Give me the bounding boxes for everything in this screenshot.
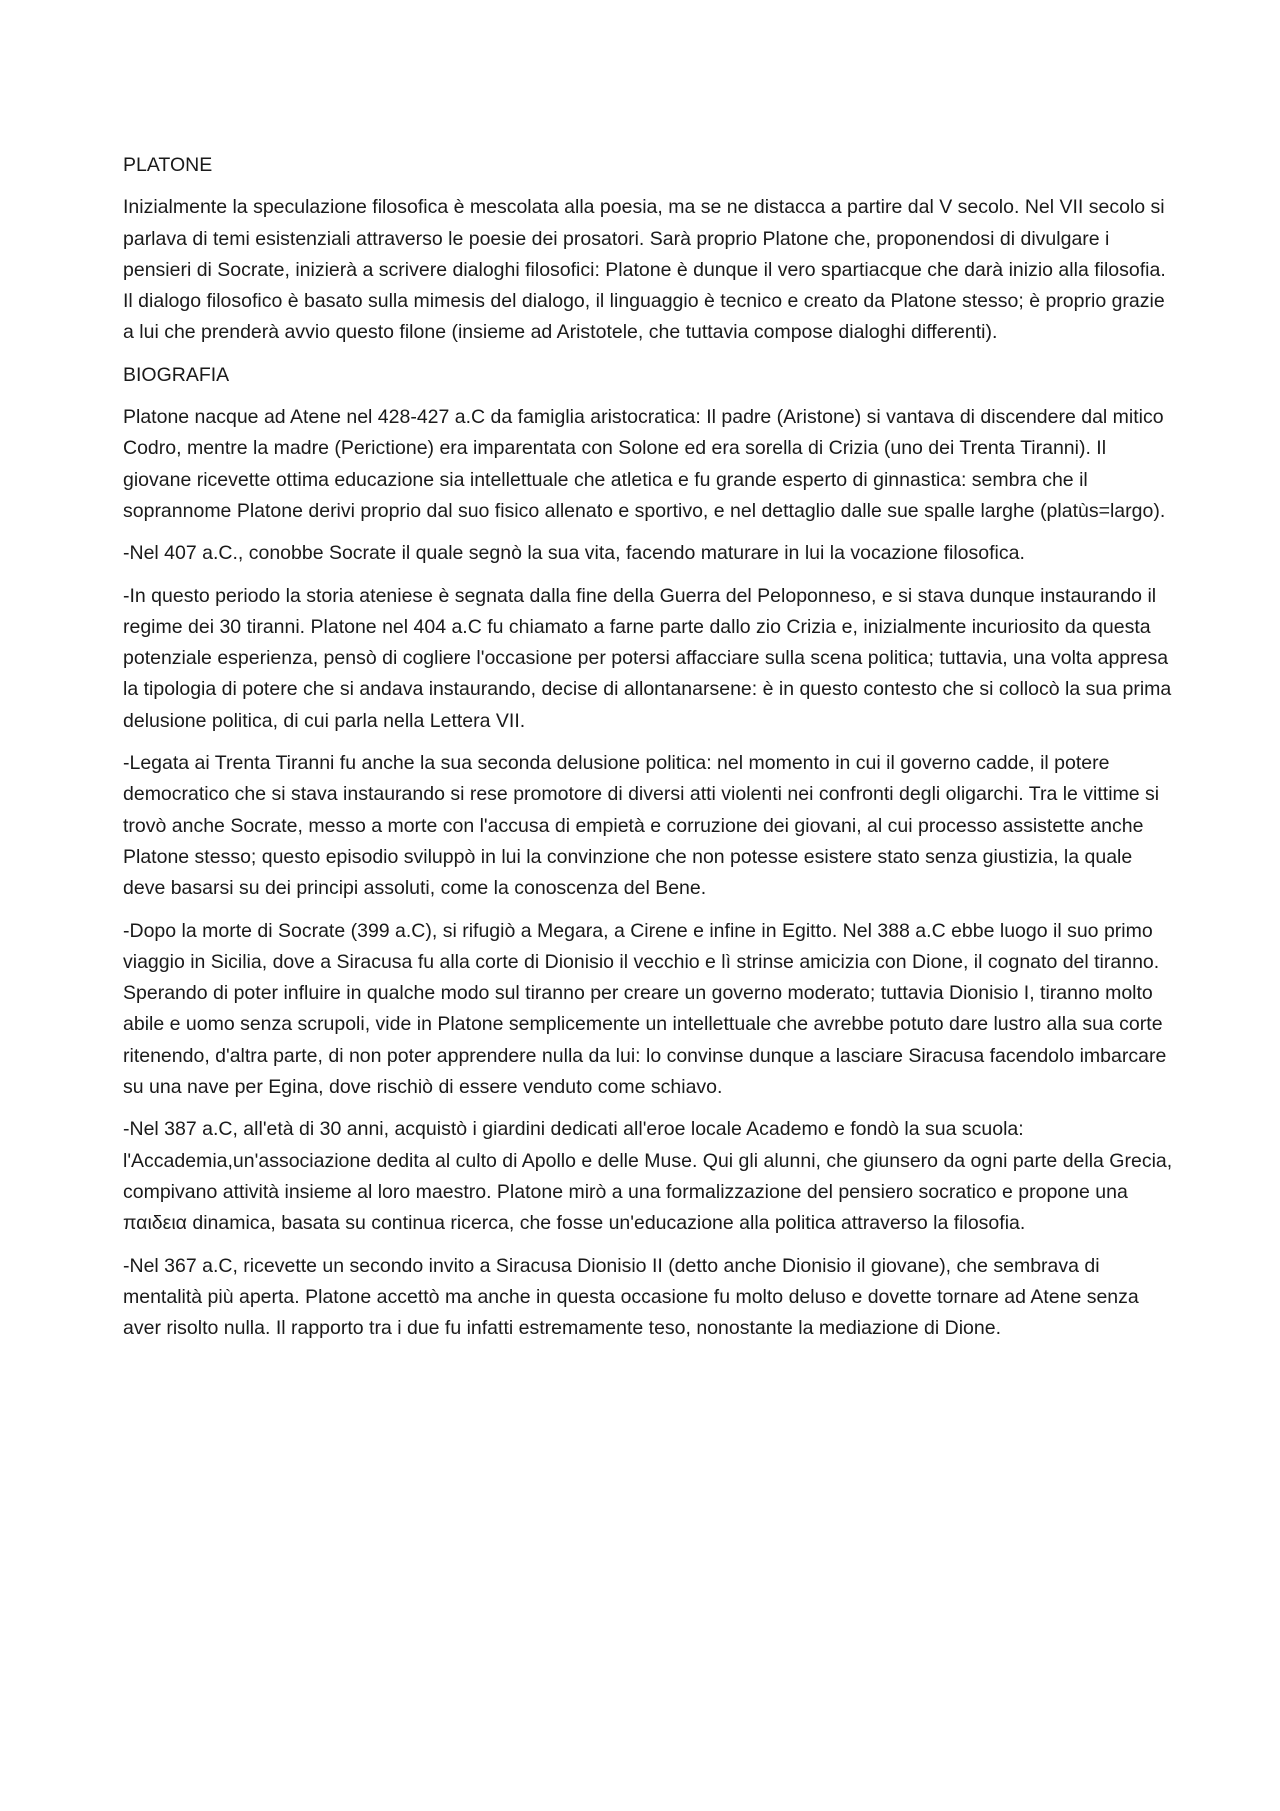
biography-paragraph: Platone nacque ad Atene nel 428-427 a.C da famiglia aristocratica: Il padre (Aristone) si vantava di discendere dal mitico Codro, mentre la madre (Perictione) era imparentata con Solone ed era sorella di Crizia (uno dei Trenta Tiranni). Il giovane ricevette ottima educazione sia intellettuale che atletica e fu grande esperto di ginnastica: sembra che il soprannome Platone derivi proprio dal suo fisico allenato e sportivo, e nel dettaglio dalle sue spalle larghe (platùs=largo). xyxy=(123,406,1166,522)
biography-paragraph: -In questo periodo la storia ateniese è segnata dalla fine della Guerra del Peloponneso, e si stava dunque instaurando il regime dei 30 tiranni. Platone nel 404 a.C fu chiamato a farne parte dallo zio Crizia e, inizialmente incuriosito da questa potenziale esperienza, pensò di cogliere l'occasione per potersi affacciare sulla scena politica; tuttavia, una volta appresa la tipologia di potere che si andava instaurando, decise di allontanarsene: è in questo contesto che si collocò la sua prima delusione politica, di cui parla nella Lettera VII. xyxy=(123,584,1172,732)
biography-paragraph: -Nel 367 a.C, ricevette un secondo invito a Siracusa Dionisio II (detto anche Dionisio il giovane), che sembrava di mentalità più aperta. Platone accettò ma anche in questa occasione fu molto deluso e dovette tornare ad Atene senza aver risolto nulla. Il rapporto tra i due fu infatti estremamente teso, nonostante la mediazione di Dione. xyxy=(123,1254,1139,1340)
section-heading: BIOGRAFIA xyxy=(123,363,230,386)
biography-paragraph: -Nel 387 a.C, all'età di 30 anni, acquistò i giardini dedicati all'eroe locale Academo e fondò la sua scuola: l'Accademia,un'associazione dedita al culto di Apollo e delle Muse. Qui gli alunni, che giunsero da ogni parte della Grecia, compivano attività insieme al loro maestro. Platone mirò a una formalizzazione del pensiero socratico e propone una παιδεια dinamica, basata su continua ricerca, che fosse un'educazione alla politica attraverso la filosofia. xyxy=(123,1118,1173,1235)
intro-paragraph: Inizialmente la speculazione filosofica è mescolata alla poesia, ma se ne distacca a partire dal V secolo. Nel VII secolo si parlava di temi esistenziali attraverso le poesie dei prosatori. Sarà proprio Platone che, proponendosi di divulgare i pensieri di Socrate, inizierà a scrivere dialoghi filosofici: Platone è dunque il vero spartiacque che darà inizio alla filosofia. Il dialogo filosofico è basato sulla mimesis del dialogo, il linguaggio è tecnico e creato da Platone stesso; è proprio grazie a lui che prenderà avvio questo filone (insieme ad Aristotele, che tuttavia compose dialoghi differenti). xyxy=(123,196,1166,344)
document-page xyxy=(123,150,1178,1355)
biography-paragraph: -Dopo la morte di Socrate (399 a.C), si rifugiò a Megara, a Cirene e infine in Egitto. Nel 388 a.C ebbe luogo il suo primo viaggio in Sicilia, dove a Siracusa fu alla corte di Dionisio il vecchio e lì strinse amicizia con Dione, il cognato del tiranno. Sperando di poter influire in qualche modo sul tiranno per creare un governo moderato; tuttavia Dionisio I, tiranno molto abile e uomo senza scrupoli, vide in Platone semplicemente un intellettuale che avrebbe potuto dare lustro alla sua corte ritenendo, d'altra parte, di non poter apprendere nulla da lui: lo convinse dunque a lasciare Siracusa facendolo imbarcare su una nave per Egina, dove rischiò di essere venduto come schiavo. xyxy=(123,919,1167,1099)
biography-paragraph: -Legata ai Trenta Tiranni fu anche la sua seconda delusione politica: nel momento in cui il governo cadde, il potere democratico che si stava instaurando si rese promotore di diversi atti violenti nei confronti degli oligarchi. Tra le vittime si trovò anche Socrate, messo a morte con l'accusa di empietà e corruzione dei giovani, al cui processo assistette anche Platone stesso; questo episodio sviluppò in lui la convinzione che non potesse esistere stato senza giustizia, la quale deve basarsi su dei principi assoluti, come la conoscenza del Bene. xyxy=(123,752,1160,900)
document-title: PLATONE xyxy=(123,154,213,176)
biography-paragraph: -Nel 407 a.C., conobbe Socrate il quale segnò la sua vita, facendo maturare in lui la vocazione filosofica. xyxy=(123,542,1025,565)
